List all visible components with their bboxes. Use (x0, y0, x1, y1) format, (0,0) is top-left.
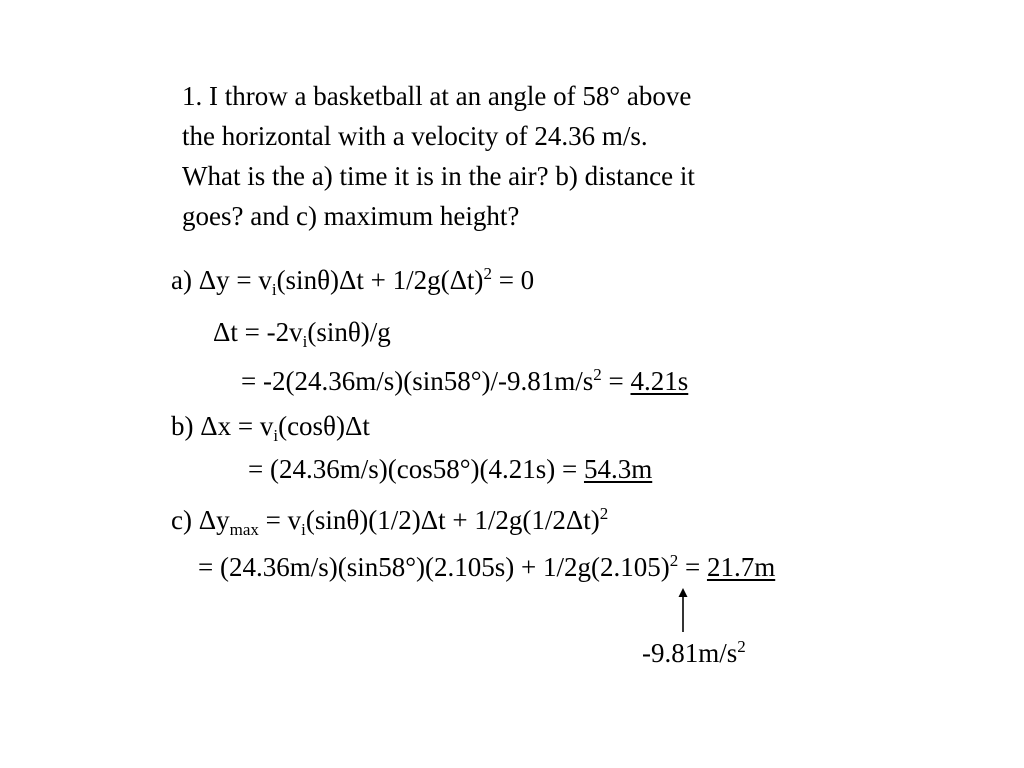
gravity-note-sup: 2 (737, 637, 746, 656)
part-b-answer: 54.3m (583, 454, 653, 484)
part-a-equation-1 (171, 263, 534, 297)
part-c-eq1-sup: 2 (599, 504, 609, 523)
gravity-note-value: -9.81m/s (642, 638, 738, 668)
part-a-answer: 4.21s (630, 366, 689, 396)
part-c-eq1-sub-i: i (301, 520, 306, 539)
part-a-eq3-sup: 2 (593, 365, 602, 384)
arrow-head (679, 588, 688, 597)
up-arrow-icon (676, 588, 690, 634)
part-c-eq1-sub-max: max (229, 520, 259, 539)
problem-line: What is the a) time it is in the air? b) distance it (182, 161, 695, 191)
problem-statement (182, 76, 842, 236)
part-c-equation-1 (171, 503, 608, 537)
part-c-eq1-mid2: (sinθ)(1/2)Δt + 1/2g(1/2Δt) (305, 505, 600, 535)
part-c-eq1-lead: c) Δy (171, 505, 230, 535)
part-b-eq1-tail: (cosθ)Δt (278, 411, 370, 441)
part-a-eq2-lead: Δt = -2v (213, 317, 303, 347)
part-a-eq1-mid: (sinθ)Δt + 1/2g(Δt) (276, 265, 484, 295)
problem-line: 1. I throw a basketball at an angle of 58° above (182, 81, 692, 111)
part-b-eq1-sub: i (273, 426, 279, 445)
part-a-eq1-sup: 2 (483, 264, 492, 283)
part-a-eq3-lead: = -2(24.36m/s)(sin58°)/-9.81m/s (241, 366, 594, 396)
part-b-equation-2 (248, 452, 652, 486)
part-a-equation-2 (213, 315, 391, 349)
part-c-equation-2 (198, 550, 775, 584)
part-c-eq2-mid: = (678, 552, 707, 582)
problem-line: the horizontal with a velocity of 24.36 m/s. (182, 121, 648, 151)
part-a-eq3-mid: = (601, 366, 631, 396)
part-c-eq2-lead: = (24.36m/s)(sin58°)(2.105s) + 1/2g(2.105) (198, 552, 670, 582)
part-c-eq2-sup: 2 (669, 551, 679, 570)
part-a-equation-3 (241, 364, 688, 398)
part-c-answer: 21.7m (706, 552, 776, 582)
part-a-eq1-lead: a) Δy = v (171, 265, 272, 295)
part-b-equation-1 (171, 409, 370, 443)
problem-line: goes? and c) maximum height? (182, 201, 520, 231)
part-c-eq1-mid1: = v (258, 505, 302, 535)
part-b-eq2-lead: = (24.36m/s)(cos58°)(4.21s) = (248, 454, 584, 484)
part-a-eq1-tail: = 0 (491, 265, 535, 295)
part-a-eq2-sub: i (302, 332, 308, 351)
part-a-eq1-sub: i (271, 280, 277, 299)
gravity-note (642, 636, 746, 670)
part-b-eq1-lead: b) Δx = v (171, 411, 274, 441)
part-a-eq2-tail: (sinθ)/g (307, 317, 391, 347)
